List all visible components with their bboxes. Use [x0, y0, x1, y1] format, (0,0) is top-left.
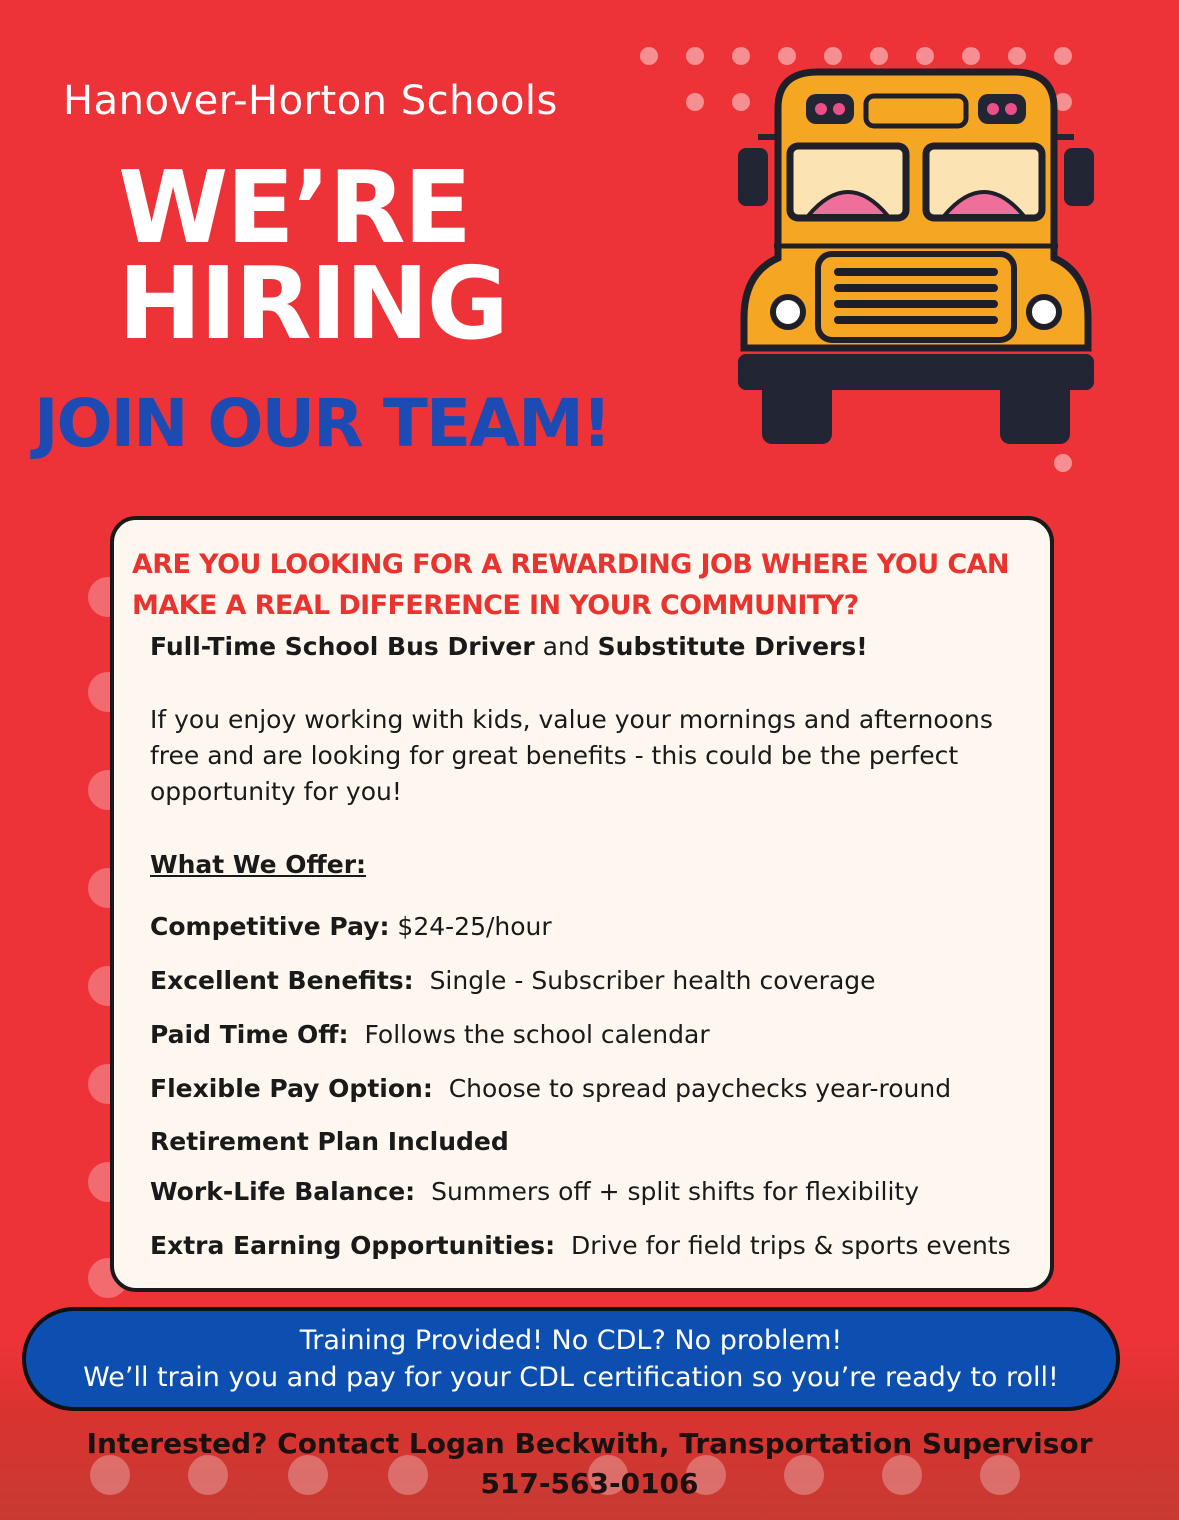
- offer-text: Follows the school calendar: [364, 1020, 710, 1049]
- dot: [1054, 47, 1072, 65]
- offer-heading: What We Offer:: [150, 850, 367, 879]
- intro-paragraph: If you enjoy working with kids, value your mornings and afternoons free and are looking for great benefits - this could be the perfect opportunity for you!: [150, 705, 993, 806]
- dot: [686, 47, 704, 65]
- offer-text: Drive for field trips & sports events: [571, 1231, 1011, 1260]
- position-substitute: Substitute Drivers!: [597, 632, 868, 661]
- headline-line-2: HIRING: [118, 245, 507, 362]
- offer-label: Competitive Pay:: [150, 912, 390, 941]
- offer-item-work-life: [150, 1177, 919, 1206]
- offer-text: $24-25/hour: [397, 912, 552, 941]
- dot: [870, 47, 888, 65]
- contact-text: Interested? Contact Logan Beckwith, Transportation Supervisor: [86, 1427, 1093, 1460]
- offer-label: Work-Life Balance:: [150, 1177, 416, 1206]
- offer-label: Excellent Benefits:: [150, 966, 414, 995]
- positions-connector: and: [542, 632, 590, 661]
- contact-info: [0, 1424, 1179, 1504]
- contact-phone[interactable]: 517-563-0106: [480, 1467, 699, 1500]
- training-banner: [22, 1307, 1120, 1411]
- question-line-1: ARE YOU LOOKING FOR A REWARDING JOB WHERE YOU CAN: [132, 549, 1009, 580]
- hiring-headline: [118, 149, 507, 362]
- job-info-card: [110, 516, 1054, 1292]
- offer-item-pto: [150, 1020, 710, 1049]
- headline-line-1: WE’RE: [118, 149, 470, 266]
- offer-text: Choose to spread paychecks year-round: [448, 1074, 952, 1103]
- offer-label: Retirement Plan Included: [150, 1127, 509, 1156]
- offer-item-retirement: [150, 1127, 509, 1156]
- dot: [1054, 454, 1072, 472]
- dot: [824, 47, 842, 65]
- dot: [1008, 47, 1026, 65]
- dot: [686, 93, 704, 111]
- offer-item-extra-earning: [150, 1231, 1011, 1260]
- dot: [778, 47, 796, 65]
- offer-label: Extra Earning Opportunities:: [150, 1231, 556, 1260]
- banner-line-1: Training Provided! No CDL? No problem!: [299, 1325, 843, 1356]
- offer-text: Summers off + split shifts for flexibility: [431, 1177, 920, 1206]
- school-bus-icon: [738, 68, 1094, 448]
- offer-item-benefits: [150, 966, 876, 995]
- dot: [732, 47, 750, 65]
- offer-label: Paid Time Off:: [150, 1020, 349, 1049]
- school-name: Hanover-Horton Schools: [63, 78, 558, 124]
- dot: [640, 47, 658, 65]
- position-full-time: Full-Time School Bus Driver: [150, 632, 535, 661]
- banner-line-2: We’ll train you and pay for your CDL certification so you’re ready to roll!: [83, 1362, 1059, 1393]
- dot: [962, 47, 980, 65]
- question-line-2: MAKE A REAL DIFFERENCE IN YOUR COMMUNITY?: [132, 590, 859, 621]
- positions-line: [150, 632, 868, 661]
- offer-item-flexible-pay: [150, 1074, 951, 1103]
- offer-text: Single - Subscriber health coverage: [429, 966, 876, 995]
- dot: [916, 47, 934, 65]
- offer-label: Flexible Pay Option:: [150, 1074, 433, 1103]
- join-our-team-heading: JOIN OUR TEAM!: [34, 385, 610, 462]
- offer-item-pay: [150, 912, 552, 941]
- card-question: [132, 544, 1032, 626]
